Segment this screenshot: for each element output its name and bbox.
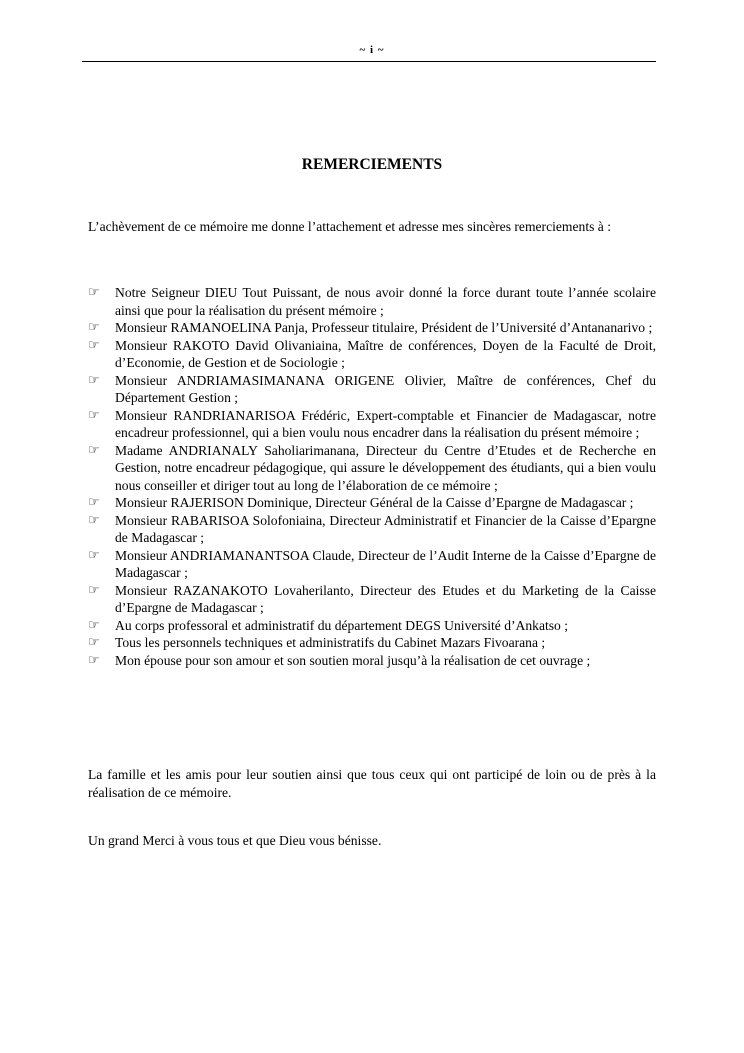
list-item-text: Mon épouse pour son amour et son soutien moral jusqu’à la réalisation de cet ouvrage ; — [115, 652, 591, 668]
list-item — [88, 442, 656, 495]
list-item — [88, 494, 656, 512]
list-item-text: Monsieur RAZANAKOTO Lovaherilanto, Directeur des Etudes et du Marketing de la Caisse d’Epargne de Madagascar ; — [115, 582, 656, 615]
closing-blessing: Un grand Merci à vous tous et que Dieu vous bénisse. — [88, 833, 382, 848]
list-item — [88, 652, 656, 670]
list-item-text: Monsieur RAJERISON Dominique, Directeur Général de la Caisse d’Epargne de Madagascar ; — [115, 495, 634, 510]
list-item-text: Monsieur RANDRIANARISOA Frédéric, Expert-comptable et Financier de Madagascar, notre encadreur professionnel, qui a bien voulu nous encadrer dans la réalisation du présent mémoire ; — [115, 407, 656, 440]
pointing-hand-icon: ☞ — [88, 512, 100, 528]
list-item-text: Monsieur ANDRIAMASIMANANA ORIGENE Olivier, Maître de conférences, Chef du Département Gestion ; — [115, 372, 656, 405]
list-item-text: Au corps professoral et administratif du département DEGS Université d’Ankatso ; — [115, 617, 569, 633]
pointing-hand-icon: ☞ — [88, 372, 100, 388]
list-item — [88, 617, 656, 635]
acknowledgement-list — [88, 284, 656, 669]
pointing-hand-icon: ☞ — [88, 407, 100, 423]
list-item-text: Monsieur ANDRIAMANANTSOA Claude, Directeur de l’Audit Interne de la Caisse d’Epargne de Madagascar ; — [115, 547, 656, 580]
list-item-text: Notre Seigneur DIEU Tout Puissant, de nous avoir donné la force durant toute l’année scolaire ainsi que pour la réalisation du présent mémoire ; — [115, 285, 656, 318]
pointing-hand-icon: ☞ — [88, 495, 100, 510]
list-item — [88, 284, 656, 319]
list-item-text: Monsieur RAKOTO David Olivaniaina, Maître de conférences, Doyen de la Faculté de Droit, d’Economie, de Gestion et de Sociologie ; — [115, 337, 656, 370]
list-item — [88, 407, 656, 442]
list-item-text: Monsieur RAMANOELINA Panja, Professeur titulaire, Président de l’Université d’Antananarivo ; — [115, 320, 653, 335]
list-item — [88, 582, 656, 617]
pointing-hand-icon: ☞ — [88, 285, 100, 300]
pointing-hand-icon: ☞ — [88, 652, 100, 668]
pointing-hand-icon: ☞ — [88, 442, 100, 458]
list-item — [88, 634, 656, 652]
pointing-hand-icon: ☞ — [88, 582, 100, 598]
header-rule — [82, 61, 656, 62]
list-item-text: Tous les personnels techniques et administratifs du Cabinet Mazars Fivoarana ; — [115, 635, 546, 650]
list-item — [88, 319, 656, 337]
pointing-hand-icon: ☞ — [88, 547, 100, 563]
list-item — [88, 337, 656, 372]
list-item — [88, 372, 656, 407]
list-item-text: Madame ANDRIANALY Saholiarimanana, Directeur du Centre d’Etudes et de Recherche en Gestion, notre encadreur pédagogique, qui assure le développement des étudiants, qui a bien voulu nous conseiller et diriger tout au long de l’élaboration de ce mémoire ; — [115, 442, 656, 493]
list-item — [88, 512, 656, 547]
intro-paragraph: L’achèvement de ce mémoire me donne l’attachement et adresse mes sincères remerciements à : — [88, 219, 611, 234]
closing-paragraph: La famille et les amis pour leur soutien ainsi que tous ceux qui ont participé de loin ou de près à la réalisation de ce mémoire. — [88, 767, 656, 800]
pointing-hand-icon: ☞ — [88, 337, 100, 353]
pointing-hand-icon: ☞ — [88, 617, 100, 633]
list-item — [88, 547, 656, 582]
page-number: ~ i ~ — [359, 44, 385, 56]
list-item-text: Monsieur RABARISOA Solofoniaina, Directeur Administratif et Financier de la Caisse d’Epargne de Madagascar ; — [115, 512, 656, 545]
pointing-hand-icon: ☞ — [88, 320, 100, 335]
page-title: REMERCIEMENTS — [301, 156, 443, 173]
pointing-hand-icon: ☞ — [88, 635, 100, 650]
